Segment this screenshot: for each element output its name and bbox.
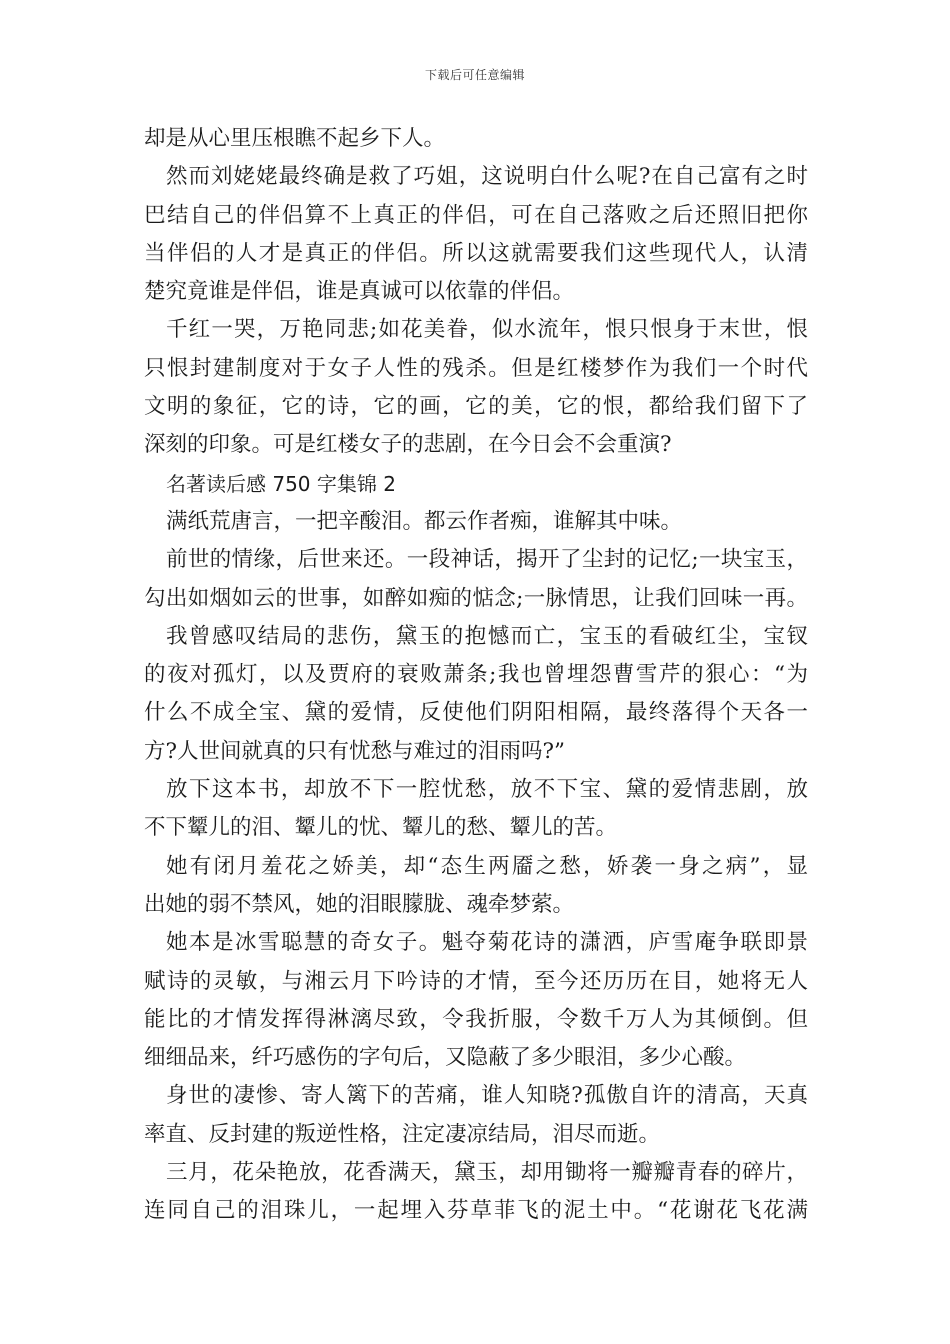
text-line: 连同自己的泪珠儿，一起埋入芬草菲飞的泥土中。“花谢花飞花满 bbox=[144, 1198, 808, 1224]
text-line: 方?人世间就真的只有忧愁与难过的泪雨吗?” bbox=[144, 738, 566, 764]
section-heading: 名著读后感 750 字集锦 2 bbox=[166, 471, 396, 496]
text-line: 她有闭月羞花之娇美，却“态生两靥之愁，娇袭一身之病”，显 bbox=[166, 853, 808, 879]
text-line: 然而刘姥姥最终确是救了巧姐，这说明白什么呢?在自己富有之时 bbox=[166, 164, 808, 190]
text-line: 出她的弱不禁风，她的泪眼朦胧、魂牵梦萦。 bbox=[144, 891, 575, 917]
text-line: 什么不成全宝、黛的爱情，反使他们阴阳相隔，最终落得个天各一 bbox=[144, 700, 808, 726]
text-line: 却是从心里压根瞧不起乡下人。 bbox=[144, 126, 446, 151]
text-line: 楚究竟谁是伴侣，谁是真诚可以依靠的伴侣。 bbox=[144, 279, 575, 305]
text-line: 她本是冰雪聪慧的奇女子。魁夺菊花诗的潇洒，庐雪庵争联即景 bbox=[166, 930, 808, 956]
text-line: 深刻的印象。可是红楼女子的悲剧，在今日会不会重演? bbox=[144, 432, 672, 458]
text-line: 三月，花朵艳放，花香满天，黛玉，却用锄将一瓣瓣青春的碎片， bbox=[166, 1160, 808, 1186]
text-line: 细细品来，纤巧感伤的字句后，又隐蔽了多少眼泪，多少心酸。 bbox=[144, 1045, 747, 1071]
document-body bbox=[144, 120, 808, 1231]
text-line: 千红一哭，万艳同悲;如花美眷，似水流年，恨只恨身于末世，恨 bbox=[166, 317, 808, 343]
page-header: 下载后可任意编辑 bbox=[424, 68, 525, 82]
text-line: 率直、反封建的叛逆性格，注定凄凉结局，泪尽而逝。 bbox=[144, 1121, 661, 1147]
text-line: 前世的情缘，后世来还。一段神话，揭开了尘封的记忆;一块宝玉， bbox=[166, 547, 808, 573]
text-line: 放下这本书，却放不下一腔忧愁，放不下宝、黛的爱情悲剧，放 bbox=[166, 777, 808, 803]
text-line: 能比的才情发挥得淋漓尽致，令我折服，令数千万人为其倾倒。但 bbox=[144, 1006, 808, 1032]
text-line: 的夜对孤灯，以及贾府的衰败萧条;我也曾埋怨曹雪芹的狠心：“为 bbox=[144, 662, 808, 688]
text-line: 满纸荒唐言，一把辛酸泪。都云作者痴，谁解其中味。 bbox=[166, 508, 683, 534]
text-line: 文明的象征，它的诗，它的画，它的美，它的恨，都给我们留下了 bbox=[144, 394, 808, 420]
text-line: 不下颦儿的泪、颦儿的忧、颦儿的愁、颦儿的苦。 bbox=[144, 815, 618, 841]
text-line: 勾出如烟如云的世事，如醉如痴的惦念;一脉情思，让我们回味一再。 bbox=[144, 585, 808, 611]
text-line: 身世的凄惨、寄人篱下的苦痛，谁人知晓?孤傲自许的清高，天真 bbox=[166, 1083, 808, 1109]
text-line: 只恨封建制度对于女子人性的残杀。但是红楼梦作为我们一个时代 bbox=[144, 355, 808, 381]
text-line: 巴结自己的伴侣算不上真正的伴侣，可在自己落败之后还照旧把你 bbox=[144, 202, 808, 228]
text-line: 我曾感叹结局的悲伤，黛玉的抱憾而亡，宝玉的看破红尘，宝钗 bbox=[166, 623, 808, 649]
text-line: 当伴侣的人才是真正的伴侣。所以这就需要我们这些现代人，认清 bbox=[144, 240, 808, 266]
text-line: 赋诗的灵敏，与湘云月下吟诗的才情，至今还历历在目，她将无人 bbox=[144, 968, 808, 994]
